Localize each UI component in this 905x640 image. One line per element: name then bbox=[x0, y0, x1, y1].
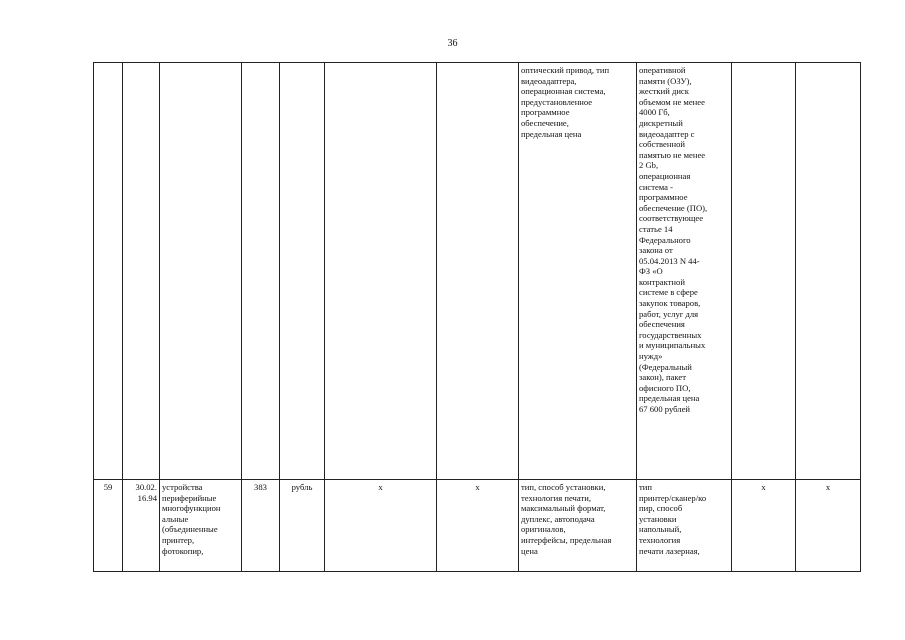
cell-requirement-2 bbox=[437, 63, 519, 480]
cell-extra-1 bbox=[732, 63, 796, 480]
table-row bbox=[94, 63, 861, 480]
cell-product-name bbox=[160, 63, 242, 480]
cell-extra-2: х bbox=[796, 480, 861, 572]
cell-unit-code: 383 bbox=[242, 480, 280, 572]
cell-unit-name bbox=[280, 63, 325, 480]
cell-okpd-code bbox=[123, 63, 160, 480]
table-row bbox=[94, 480, 861, 572]
page-number: 36 bbox=[447, 38, 458, 49]
cell-extra-2 bbox=[796, 63, 861, 480]
cell-requirement-2: х bbox=[437, 480, 519, 572]
cell-number bbox=[94, 63, 123, 480]
cell-unit-name: рубль bbox=[280, 480, 325, 572]
cell-product-name: устройства периферийные многофункцион альные (объединенные принтер, фотокопир, bbox=[160, 480, 242, 572]
cell-number: 59 bbox=[94, 480, 123, 572]
cell-requirement-1 bbox=[325, 63, 437, 480]
cell-okpd-code: 30.02. 16.94 bbox=[123, 480, 160, 572]
cell-characteristic-values: тип принтер/сканер/ко пир, способ установки напольный, технология печати лазерная, bbox=[637, 480, 732, 572]
cell-characteristics: тип, способ установки, технология печати, максимальный формат, дуплекс, автоподача оригиналов, интерфейсы, предельная цена bbox=[519, 480, 637, 572]
cell-unit-code bbox=[242, 63, 280, 480]
document-table bbox=[93, 62, 861, 572]
cell-characteristic-values: оперативной памяти (ОЗУ), жесткий диск объемом не менее 4000 Гб, дискретный видеоадаптер с собственной памятью не менее 2 Gb, операционная система - программное обеспечение (ПО), соответствующее статье 14 Федерального закона от 05.04.2013 N 44- ФЗ «О контрактной системе в сфере закупок товаров, работ, услуг для обеспечения государственных и муниципальных нужд» (Федеральный закон), пакет офисного ПО, предельная цена 67 600 рублей bbox=[637, 63, 732, 480]
cell-extra-1: х bbox=[732, 480, 796, 572]
cell-requirement-1: х bbox=[325, 480, 437, 572]
cell-characteristics: оптический привод, тип видеоадаптера, операционная система, предустановленное программное обеспечение, предельная цена bbox=[519, 63, 637, 480]
